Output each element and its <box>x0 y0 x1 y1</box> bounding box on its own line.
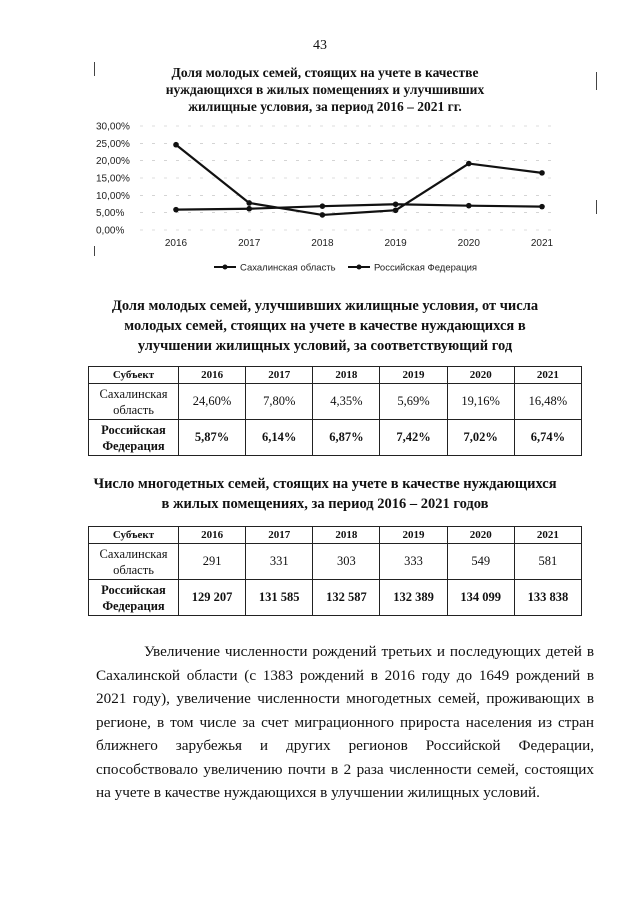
body-paragraph: Увеличение численности рождений третьих и последующих детей в Сахалинской области (с 1383 рождений в 2016 году до 1649 рождений в 2021 году), увеличение численности многодетных семей, проживающих в регионе, в том числе за счет миграционного прироста населения из стран ближнего зарубежья и других регионов Российской Федерации, способствовало увеличению почти в 2 раза численности семей, состоящих на учете в качестве нуждающихся в улучшении жилищных условий. <box>96 643 594 801</box>
table-cell: 291 <box>179 544 246 580</box>
chart-data-point <box>173 207 179 213</box>
chart-x-tick-label: 2016 <box>164 238 188 249</box>
table-header-cell: 2021 <box>514 527 581 544</box>
table-cell: 134 099 <box>447 580 514 616</box>
table-header-cell: 2021 <box>514 367 581 384</box>
table-row <box>89 544 582 580</box>
chart-legend-marker <box>357 265 362 270</box>
line-chart <box>0 0 640 290</box>
table-cell: 7,02% <box>447 420 514 456</box>
table-row <box>89 420 582 456</box>
table-header-cell: 2018 <box>313 367 380 384</box>
table-cell: 132 389 <box>380 580 447 616</box>
chart-y-tick-label: 10,00% <box>96 190 130 202</box>
chart-data-point <box>173 142 179 148</box>
chart-legend-marker <box>223 265 228 270</box>
table-header-cell: 2016 <box>179 527 246 544</box>
table-subject-cell: Российская Федерация <box>89 420 179 456</box>
chart-title: Доля молодых семей, стоящих на учете в качестве нуждающихся в жилых помещениях и улучшивших жилищные условия, за период 2016 – 2021 гг. <box>165 65 485 114</box>
scan-mark <box>94 62 95 76</box>
table2 <box>88 526 582 616</box>
table-cell: 549 <box>447 544 514 580</box>
table-header-row <box>89 367 582 384</box>
table-cell: 6,87% <box>313 420 380 456</box>
chart-x-tick-label: 2018 <box>311 238 334 249</box>
table-cell: 331 <box>246 544 313 580</box>
chart-x-tick-label: 2020 <box>457 238 480 249</box>
table-header-cell: 2020 <box>447 367 514 384</box>
table-cell: 132 587 <box>313 580 380 616</box>
chart-data-point <box>320 212 326 218</box>
table-header-cell: 2017 <box>246 367 313 384</box>
table-header-cell: 2019 <box>380 367 447 384</box>
chart-y-tick-label: 20,00% <box>96 156 130 168</box>
chart-data-point <box>393 207 399 213</box>
table-cell: 5,87% <box>179 420 246 456</box>
chart-y-tick-label: 0,00% <box>96 225 125 237</box>
chart-x-tick-label: 2021 <box>530 238 554 249</box>
table-subject-cell: Сахалинская область <box>89 544 179 580</box>
chart-y-tick-label: 15,00% <box>96 173 130 185</box>
table-cell: 129 207 <box>179 580 246 616</box>
table-header-row <box>89 527 582 544</box>
table-cell: 133 838 <box>514 580 581 616</box>
chart-x-tick-label: 2017 <box>238 238 261 249</box>
table-header-cell: 2017 <box>246 527 313 544</box>
chart-data-point <box>393 201 399 207</box>
scan-mark <box>596 200 597 214</box>
table-cell: 7,42% <box>380 420 447 456</box>
chart-y-tick-label: 25,00% <box>96 138 130 150</box>
table2-title: Число многодетных семей, стоящих на учете в качестве нуждающихся в жилых помещениях, за период 2016 – 2021 годов <box>93 476 557 512</box>
table-cell: 5,69% <box>380 384 447 420</box>
chart-y-tick-label: 30,00% <box>96 121 130 133</box>
page-number: 43 <box>313 38 327 53</box>
chart-data-point <box>466 161 472 167</box>
table-cell: 6,14% <box>246 420 313 456</box>
chart-x-tick-label: 2019 <box>384 238 407 249</box>
chart-data-point <box>466 203 472 209</box>
chart-data-point <box>246 200 252 206</box>
table-cell: 19,16% <box>447 384 514 420</box>
table-row <box>89 384 582 420</box>
table-cell: 333 <box>380 544 447 580</box>
table-cell: 4,35% <box>313 384 380 420</box>
table-header-cell: 2018 <box>313 527 380 544</box>
table-row <box>89 580 582 616</box>
scan-mark <box>94 246 95 256</box>
table-cell: 581 <box>514 544 581 580</box>
table1-title: Доля молодых семей, улучшивших жилищные условия, от числа молодых семей, стоящих на учете в качестве нуждающихся в улучшении жилищных условий, за соответствующий год <box>111 298 539 354</box>
chart-legend-label: Российская Федерация <box>374 262 478 274</box>
table-cell: 6,74% <box>514 420 581 456</box>
table-cell: 131 585 <box>246 580 313 616</box>
table1 <box>88 366 582 456</box>
chart-data-point <box>539 170 545 176</box>
table-subject-cell: Российская Федерация <box>89 580 179 616</box>
chart-data-point <box>320 203 326 209</box>
table-header-cell: 2016 <box>179 367 246 384</box>
table-cell: 24,60% <box>179 384 246 420</box>
table-header-cell: Субъект <box>89 527 179 544</box>
chart-series-line <box>176 204 542 209</box>
table-header-cell: 2019 <box>380 527 447 544</box>
table-subject-cell: Сахалинская область <box>89 384 179 420</box>
scan-mark <box>596 72 597 90</box>
table-header-cell: Субъект <box>89 367 179 384</box>
table-cell: 303 <box>313 544 380 580</box>
chart-y-tick-label: 5,00% <box>96 208 125 220</box>
table-header-cell: 2020 <box>447 527 514 544</box>
chart-data-point <box>539 204 545 210</box>
chart-data-point <box>246 206 252 212</box>
chart-legend-label: Сахалинская область <box>240 262 336 274</box>
table-cell: 16,48% <box>514 384 581 420</box>
table-cell: 7,80% <box>246 384 313 420</box>
